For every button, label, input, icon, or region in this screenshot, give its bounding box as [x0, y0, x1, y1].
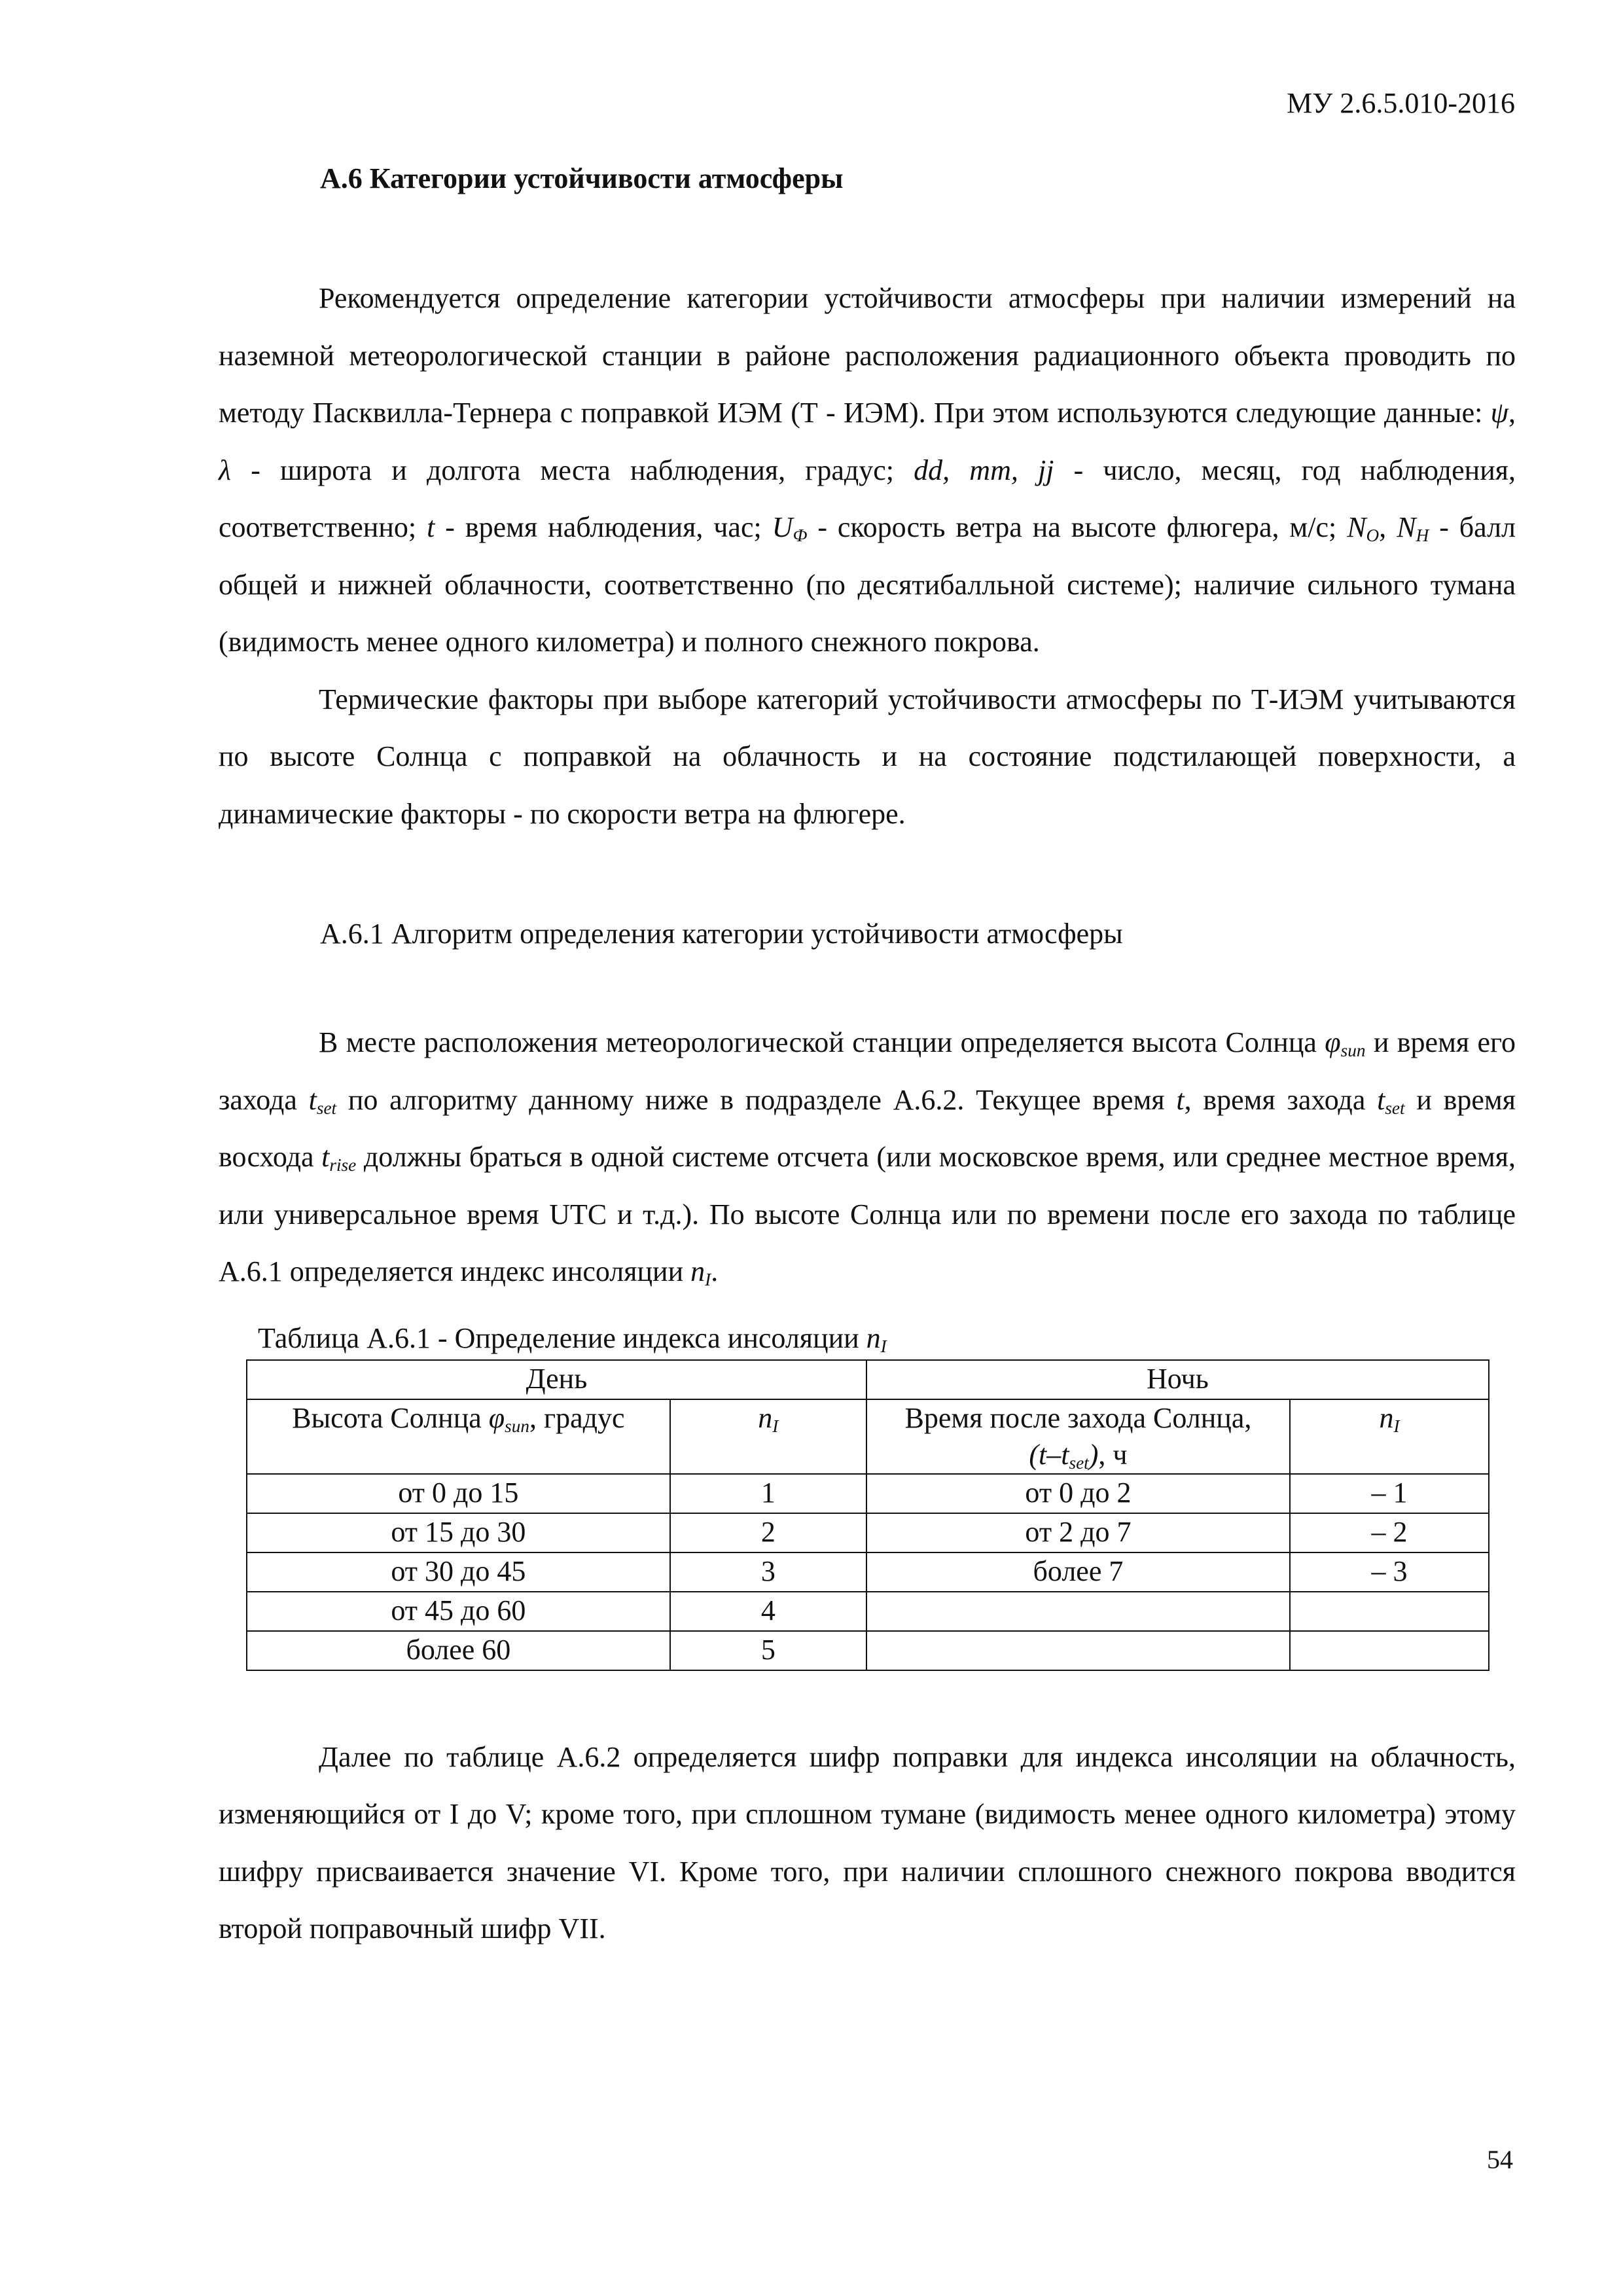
table-row [247, 1552, 1489, 1592]
column-header-sun-height: Высота Солнца $\varphi_{sun}$, градус [247, 1399, 670, 1474]
cell-night-index: – 3 [1290, 1552, 1489, 1592]
cell-night-index [1290, 1592, 1489, 1631]
paragraph-algorithm: В месте расположения метеорологической станции определяется высота Солнца $\varphi_{sun}$ и время его захода $t_{set}$ по алгоритму данному ниже в подразделе А.6.2. Текущее время t, время захода $t_{set}$ и время восхода $t_{rise}$ должны браться в одной системе отсчета (или московское время, или среднее местное время, или универсальное время UTC и т.д.). По высоте Солнца или по времени после его захода по таблице А.6.1 определяется индекс инсоляции $n_I$. [219, 1026, 1516, 1289]
cell-day-index: 5 [670, 1631, 866, 1670]
table-row [247, 1474, 1489, 1513]
table-header-night: Ночь [866, 1360, 1489, 1399]
cell-day-index: 4 [670, 1592, 866, 1631]
cell-night-range: от 0 до 2 [866, 1474, 1290, 1513]
column-header-day-index: $n_I$ [670, 1399, 866, 1474]
page-number: 54 [1487, 2145, 1513, 2174]
page-content [219, 147, 1516, 1958]
cell-day-range: от 30 до 45 [247, 1552, 670, 1592]
cell-day-index: 1 [670, 1474, 866, 1513]
subsection-title: А.6.1 Алгоритм определения категории устойчивости атмосферы [320, 918, 1123, 950]
cell-night-range: более 7 [866, 1552, 1290, 1592]
cell-day-index: 3 [670, 1552, 866, 1592]
cell-day-index: 2 [670, 1513, 866, 1552]
cell-night-index: – 1 [1290, 1474, 1489, 1513]
cell-night-index [1290, 1631, 1489, 1670]
section-title: А.6 Категории устойчивости атмосферы [320, 162, 844, 194]
column-header-time-after-sunset: Время после захода Солнца, $(t-t_{set})$, ч [866, 1399, 1290, 1474]
table-row [247, 1631, 1489, 1670]
cell-day-range: более 60 [247, 1631, 670, 1670]
cell-day-range: от 0 до 15 [247, 1474, 670, 1513]
table-caption: Таблица А.6.1 - Определение индекса инсоляции $n_I$ [258, 1321, 887, 1356]
table-header-day: День [247, 1360, 866, 1399]
cell-night-index: – 2 [1290, 1513, 1489, 1552]
cell-night-range [866, 1592, 1290, 1631]
paragraph-correction-code: Далее по таблице А.6.2 определяется шифр поправки для индекса инсоляции на облачность, изменяющийся от I до V; кроме того, при сплошном тумане (видимость менее одного километра) этому шифру присваивается значение VI. Кроме того, при наличии сплошного снежного покрова вводится второй поправочный шифр VII. [219, 1740, 1516, 1945]
cell-day-range: от 45 до 60 [247, 1592, 670, 1631]
insolation-table [246, 1359, 1489, 1671]
column-header-night-index: $n_I$ [1290, 1399, 1489, 1474]
table-row [247, 1592, 1489, 1631]
paragraph-intro: Рекомендуется определение категории устойчивости атмосферы при наличии измерений на наземной метеорологической станции в районе расположения радиационного объекта проводить по методу Пасквилла-Тернера с поправкой ИЭМ (Т - ИЭМ). При этом используются следующие данные: ψ, λ - широта и долгота места наблюдения, градус; dd, mm, jj - число, месяц, год наблюдения, соответственно; t - время наблюдения, час; $U_Ф$ - скорость ветра на высоте флюгера, м/с; $N_O$, $N_H$ - балл общей и нижней облачности, соответственно (по десятибалльной системе); наличие сильного тумана (видимость менее одного километра) и полного снежного покрова. [219, 282, 1516, 658]
paragraph-thermal-factors: Термические факторы при выборе категорий устойчивости атмосферы по Т-ИЭМ учитываются по высоте Солнца с поправкой на облачность и на состояние подстилающей поверхности, а динамические факторы - по скорости ветра на флюгере. [219, 683, 1516, 830]
cell-day-range: от 15 до 30 [247, 1513, 670, 1552]
cell-night-range [866, 1631, 1290, 1670]
document-code: МУ 2.6.5.010-2016 [1287, 87, 1515, 119]
table-row [247, 1513, 1489, 1552]
cell-night-range: от 2 до 7 [866, 1513, 1290, 1552]
